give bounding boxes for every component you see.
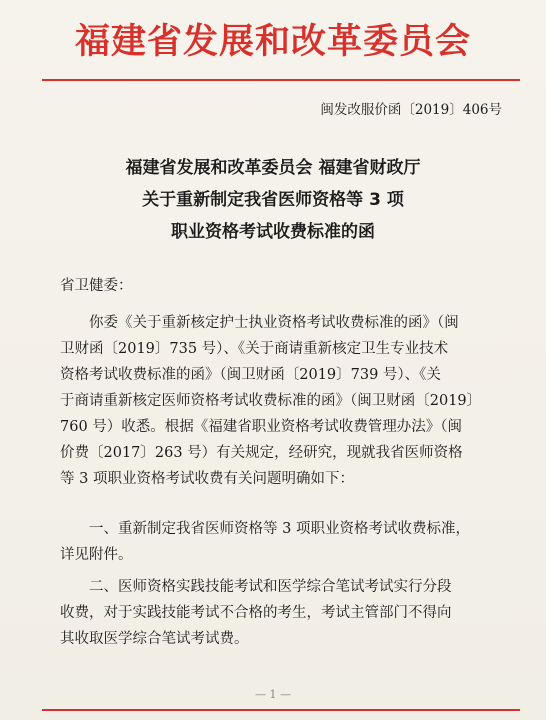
letterhead-red-rule [42, 79, 520, 81]
paragraph-line: 于商请重新核定医师资格考试收费标准的函》（闽卫财函〔2019〕 [60, 393, 482, 409]
paragraph-line: 一、重新制定我省医师资格等 3 项职业资格考试收费标准， [89, 521, 470, 537]
paragraph-line: 二、医师资格实践技能考试和医学综合笔试考试实行分段 [89, 579, 452, 595]
letterhead-org-name: 福建省发展和改革委员会 [74, 21, 471, 62]
paragraph-line: 你委《关于重新核定护士执业资格考试收费标准的函》（闽 [89, 315, 459, 331]
paragraph-line: 价费〔2017〕263 号）有关规定，经研究，现就我省医师资格 [60, 445, 463, 461]
footer-red-rule [42, 709, 520, 711]
body-paragraph [60, 516, 490, 568]
title-line: 职业资格考试收费标准的函 [171, 222, 375, 242]
body-paragraph [60, 574, 490, 652]
document-number: 闽发改服价函〔2019〕406号 [320, 102, 502, 118]
title-line: 福建省发展和改革委员会 福建省财政厅 [125, 158, 421, 178]
paragraph-line: 资格考试收费标准的函》（闽卫财函〔2019〕739 号）、《关 [60, 367, 441, 383]
title-line: 关于重新制定我省医师资格等 3 项 [142, 190, 404, 210]
salutation: 省卫健委： [60, 278, 133, 294]
paragraph-line: 其收取医学综合笔试考试费。 [60, 631, 249, 647]
paragraph-line: 收费，对于实践技能考试不合格的考生，考试主管部门不得向 [60, 605, 452, 621]
paragraph-line: 卫财函〔2019〕735 号）、《关于商请重新核定卫生专业技术 [60, 341, 449, 357]
body-paragraph [60, 310, 490, 492]
page-number: — 1 — [255, 688, 291, 701]
paragraph-line: 760 号）收悉。根据《福建省职业资格考试收费管理办法》（闽 [60, 419, 463, 435]
paragraph-line: 详见附件。 [60, 547, 133, 563]
document-title [40, 152, 506, 248]
paragraph-line: 等 3 项职业资格考试收费有关问题明确如下： [60, 471, 354, 487]
